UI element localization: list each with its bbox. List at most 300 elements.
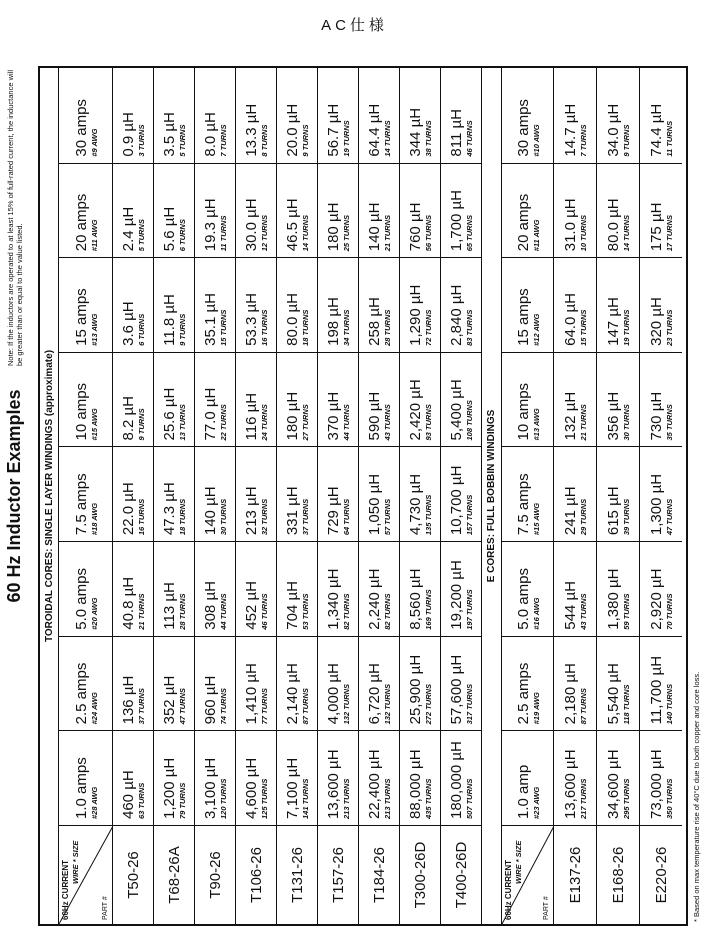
inductance-value: 180 µH (325, 202, 342, 252)
inductance-value: 14.7 µH (562, 103, 579, 157)
inductance-value: 175 µH (648, 202, 665, 252)
part-number: E137-26 (566, 846, 584, 904)
inductance-cell (277, 164, 317, 259)
turns-count: 83 TURNS (465, 309, 474, 346)
wire-gauge: #13 AWG (89, 313, 99, 346)
turns-count: 82 TURNS (342, 593, 351, 630)
column-header-cell (59, 542, 112, 637)
inductance-value: 74.4 µH (648, 103, 665, 157)
wire-gauge: #13 AWG (531, 408, 541, 441)
inductance-value: 615 µH (605, 486, 622, 536)
wire-gauge: #11 AWG (531, 219, 541, 252)
inductance-value: 88,000 µH (407, 749, 424, 819)
corner-header-cell (502, 826, 553, 924)
inductance-value: 2,240 µH (366, 568, 383, 630)
turns-count: 74 TURNS (219, 688, 228, 725)
inductance-cell (113, 164, 153, 259)
current-rating: 10 amps (72, 382, 90, 441)
inductance-cell (640, 69, 682, 164)
inductance-cell (277, 731, 317, 826)
turns-count: 507 TURNS (465, 778, 474, 819)
current-rating: 5.0 amps (72, 568, 90, 630)
turns-count: 39 TURNS (622, 498, 631, 536)
inductance-value: 140 µH (366, 202, 383, 252)
current-rating: 5.0 amps (514, 568, 532, 630)
turns-count: 93 TURNS (424, 404, 433, 441)
inductance-value: 25,900 µH (407, 654, 424, 725)
turns-count: 77 TURNS (260, 688, 269, 725)
inductance-cell (277, 353, 317, 448)
column-header-cell (59, 258, 112, 353)
turns-count: 21 TURNS (383, 214, 392, 252)
inductance-value: 77.0 µH (202, 387, 219, 441)
column-header-cell (502, 731, 553, 826)
wire-gauge: #12 AWG (531, 313, 541, 346)
part-number: T68-26A (165, 846, 183, 904)
turns-count: 65 TURNS (465, 214, 474, 252)
turns-count: 169 TURNS (424, 589, 433, 630)
inductance-cell (597, 258, 639, 353)
wire-gauge: #15 AWG (89, 408, 99, 441)
inductance-cell (236, 542, 276, 637)
inductance-cell (554, 164, 596, 259)
turns-count: 19 TURNS (622, 309, 631, 346)
inductance-cell (236, 164, 276, 259)
inductance-cell (236, 448, 276, 543)
inductance-cell (554, 353, 596, 448)
inductance-cell (113, 542, 153, 637)
turns-count: 46 TURNS (465, 120, 474, 157)
inductance-value: 2.4 µH (120, 206, 137, 252)
inductance-value: 53.3 µH (243, 293, 260, 346)
current-rating: 1.0 amps (72, 757, 90, 819)
inductance-cell (400, 637, 440, 732)
current-rating: 2.5 amps (72, 662, 90, 725)
inductance-cell (113, 353, 153, 448)
inductance-cell (195, 353, 235, 448)
column-header-cell (59, 353, 112, 448)
inductance-value: 25.6 µH (161, 387, 178, 441)
inductance-value: 57,600 µH (448, 654, 465, 725)
turns-count: 125 TURNS (260, 778, 269, 819)
inductance-cell (154, 353, 194, 448)
inductance-cell (400, 542, 440, 637)
wire-gauge: #11 AWG (89, 219, 99, 252)
wire-gauge: #23 AWG (531, 786, 541, 819)
section-title: E CORES: FULL BOBBIN WINDINGS (481, 68, 501, 924)
turns-count: 213 TURNS (342, 778, 351, 819)
current-rating: 30 amps (514, 99, 532, 157)
inductance-value: 3.6 µH (120, 301, 137, 346)
inductance-cell (554, 637, 596, 732)
inductance-value: 20.0 µH (284, 103, 301, 157)
column-header-cell (502, 258, 553, 353)
turns-count: 132 TURNS (342, 683, 351, 725)
inductance-value: 331 µH (284, 486, 301, 536)
inductance-value: 2,920 µH (648, 568, 665, 630)
wire-gauge: #19 AWG (531, 692, 541, 725)
wire-gauge: #20 AWG (89, 597, 99, 630)
inductance-value: 46.5 µH (284, 198, 301, 252)
current-rating: 15 amps (72, 288, 90, 346)
corner-wire-label: WIRE * SIZE (514, 840, 523, 884)
inductance-value: 5.6 µH (161, 206, 178, 252)
inductance-cell (597, 353, 639, 448)
inductance-value: 1,410 µH (243, 663, 260, 725)
turns-count: 217 TURNS (579, 778, 588, 819)
inductance-value: 31.0 µH (562, 198, 579, 252)
column-header-cell (502, 448, 553, 543)
inductance-cell (277, 448, 317, 543)
inductance-value: 760 µH (407, 202, 424, 252)
inductance-cell (554, 69, 596, 164)
inductance-cell (195, 69, 235, 164)
inductance-value: 320 µH (648, 297, 665, 346)
inductance-cell (277, 69, 317, 164)
section-title: TOROIDAL CORES: SINGLE LAYER WINDINGS (approximate) (43, 349, 55, 643)
inductance-value: 4,730 µH (407, 473, 424, 536)
current-rating: 30 amps (72, 99, 90, 157)
inductance-cell (400, 353, 440, 448)
inductance-value: 1,050 µH (366, 473, 383, 536)
corner-wire-label: WIRE * SIZE (71, 840, 80, 884)
inductance-cell (441, 258, 481, 353)
table-row (440, 68, 481, 924)
inductance-value: 1,290 µH (407, 284, 424, 346)
turns-count: 87 TURNS (579, 688, 588, 725)
inductance-value: 10,700 µH (448, 465, 465, 536)
turns-count: 16 TURNS (260, 309, 269, 346)
turns-count: 132 TURNS (383, 683, 392, 725)
rotated-table-page (0, 66, 709, 926)
inductance-value: 140 µH (202, 486, 219, 536)
turns-count: 34 TURNS (342, 309, 351, 346)
inductance-value: 64.0 µH (562, 293, 579, 346)
table-row (235, 68, 276, 924)
column-header-row (58, 68, 112, 924)
table-row (553, 68, 596, 924)
inductance-value: 8.0 µH (202, 112, 219, 157)
inductance-cell (640, 637, 682, 732)
turns-count: 82 TURNS (383, 593, 392, 630)
turns-count: 5 TURNS (178, 124, 187, 157)
turns-count: 44 TURNS (219, 593, 228, 630)
corner-part-label: PART # (102, 896, 109, 920)
inductance-cell (154, 448, 194, 543)
inductance-value: 2,840 µH (448, 284, 465, 346)
turns-count: 18 TURNS (178, 498, 187, 536)
inductance-value: 34,600 µH (605, 749, 622, 819)
turns-count: 56 TURNS (424, 214, 433, 252)
inductance-value: 64.4 µH (366, 103, 383, 157)
inductance-value: 3.5 µH (161, 112, 178, 157)
turns-count: 7 TURNS (219, 124, 228, 157)
inductance-cell (318, 353, 358, 448)
inductance-value: 13,600 µH (562, 749, 579, 819)
inductance-cell (400, 448, 440, 543)
turns-count: 3 TURNS (137, 124, 146, 157)
table-row (112, 68, 153, 924)
inductance-cell (154, 164, 194, 259)
column-header-cell (59, 164, 112, 259)
current-rating: 15 amps (514, 288, 532, 346)
inductance-value: 213 µH (243, 486, 260, 536)
inductance-cell (359, 448, 399, 543)
inductance-value: 0.9 µH (120, 112, 137, 157)
turns-count: 18 TURNS (301, 309, 310, 346)
inductance-cell (640, 353, 682, 448)
turns-count: 35 TURNS (665, 404, 674, 441)
inductance-value: 147 µH (605, 297, 622, 346)
inductance-cell (113, 69, 153, 164)
inductance-cell (195, 448, 235, 543)
wire-gauge: #28 AWG (89, 786, 99, 819)
inductance-value: 56.7 µH (325, 103, 342, 157)
corner-part-label: PART # (543, 896, 550, 920)
inductance-cell (113, 637, 153, 732)
column-header-cell (502, 69, 553, 164)
column-header-cell (502, 637, 553, 732)
inductance-cell (236, 69, 276, 164)
inductance-value: 5,540 µH (605, 663, 622, 725)
inductance-value: 1,340 µH (325, 568, 342, 630)
inductance-value: 40.8 µH (120, 576, 137, 630)
part-number: T131-26 (288, 847, 306, 903)
inductance-cell (400, 731, 440, 826)
turns-count: 37 TURNS (137, 688, 146, 725)
table-row (276, 68, 317, 924)
footnote-text: * Based on max temperature rise of 40°C due to both copper and core loss. (692, 671, 701, 922)
turns-count: 141 TURNS (301, 778, 310, 819)
inductance-value: 19,200 µH (448, 560, 465, 630)
inductance-cell (318, 258, 358, 353)
inductance-cell (195, 164, 235, 259)
inductance-value: 3,100 µH (202, 757, 219, 819)
inductance-cell (154, 542, 194, 637)
inductance-cell (359, 542, 399, 637)
inductance-cell (359, 258, 399, 353)
inductance-cell (441, 542, 481, 637)
inductance-cell (640, 258, 682, 353)
inductance-cell (640, 164, 682, 259)
column-header-cell (502, 542, 553, 637)
turns-count: 72 TURNS (424, 309, 433, 346)
page-header-label: AC仕様 (321, 17, 388, 34)
wire-gauge: #10 AWG (531, 124, 541, 157)
turns-count: 435 TURNS (424, 778, 433, 819)
turns-count: 6 TURNS (137, 313, 146, 346)
inductance-value: 13.3 µH (243, 103, 260, 157)
current-rating: 2.5 amps (514, 662, 532, 725)
table-row (153, 68, 194, 924)
turns-count: 9 TURNS (622, 124, 631, 157)
inductance-cell (441, 353, 481, 448)
table-row (596, 68, 639, 924)
turns-count: 317 TURNS (465, 683, 474, 725)
inductance-cell (554, 542, 596, 637)
turns-count: 47 TURNS (665, 498, 674, 536)
corner-current-label: 60Hz CURRENT (61, 859, 70, 920)
inductance-cell (554, 731, 596, 826)
inductance-value: 30.0 µH (243, 198, 260, 252)
turns-count: 23 TURNS (665, 309, 674, 346)
inductance-value: 1,300 µH (648, 473, 665, 536)
turns-count: 5 TURNS (137, 219, 146, 252)
inductance-cell (318, 164, 358, 259)
part-number: E220-26 (652, 846, 670, 904)
inductance-value: 308 µH (202, 581, 219, 630)
inductance-cell (113, 258, 153, 353)
turns-count: 63 TURNS (137, 782, 146, 819)
inductance-value: 4,000 µH (325, 663, 342, 725)
inductance-value: 11.8 µH (161, 294, 178, 346)
turns-count: 10 TURNS (579, 214, 588, 252)
inductance-value: 180 µH (284, 391, 301, 441)
wire-gauge: #16 AWG (531, 597, 541, 630)
inductance-cell (154, 637, 194, 732)
inductance-value: 13,600 µH (325, 749, 342, 819)
inductance-value: 8,560 µH (407, 568, 424, 630)
corner-current-label: 60Hz CURRENT (504, 859, 513, 920)
inductance-value: 2,420 µH (407, 379, 424, 441)
part-number: T300-26D (411, 841, 429, 909)
inductance-value: 73,000 µH (648, 749, 665, 819)
turns-count: 59 TURNS (622, 593, 631, 630)
turns-count: 29 TURNS (579, 498, 588, 536)
inductance-cell (113, 448, 153, 543)
turns-count: 350 TURNS (665, 778, 674, 819)
column-header-row (501, 68, 553, 924)
turns-count: 11 TURNS (219, 215, 228, 252)
inductance-value: 960 µH (202, 675, 219, 725)
inductance-value: 258 µH (366, 297, 383, 346)
inductance-value: 7,100 µH (284, 757, 301, 819)
inductance-cell (640, 731, 682, 826)
inductance-cell (597, 637, 639, 732)
column-header-cell (59, 731, 112, 826)
inductance-value: 352 µH (161, 675, 178, 725)
part-number: T50-26 (124, 851, 142, 899)
inductance-cell (640, 542, 682, 637)
inductance-value: 22.0 µH (120, 482, 137, 536)
turns-count: 25 TURNS (342, 214, 351, 252)
turns-count: 79 TURNS (178, 782, 187, 819)
turns-count: 11 TURNS (665, 120, 674, 157)
inductance-cell (359, 69, 399, 164)
turns-count: 21 TURNS (137, 593, 146, 630)
part-number: T400-26D (452, 841, 470, 909)
inductance-cell (277, 542, 317, 637)
inductance-cell (318, 731, 358, 826)
inductance-cell (154, 731, 194, 826)
turns-count: 197 TURNS (465, 589, 474, 630)
inductance-value: 460 µH (120, 770, 137, 819)
inductance-value: 80.0 µH (605, 198, 622, 252)
inductance-cell (597, 542, 639, 637)
inductance-cell (597, 69, 639, 164)
inductance-cell (195, 258, 235, 353)
inductance-value: 544 µH (562, 581, 579, 630)
inductance-cell (597, 448, 639, 543)
inductance-value: 22,400 µH (366, 749, 383, 819)
wire-gauge: #9 AWG (89, 128, 99, 157)
inductance-value: 2,180 µH (562, 663, 579, 725)
inductance-cell (154, 258, 194, 353)
inductance-cell (597, 731, 639, 826)
table-row (639, 68, 682, 924)
inductance-value: 811 µH (448, 109, 465, 157)
inductance-value: 1,380 µH (605, 568, 622, 630)
turns-count: 135 TURNS (424, 494, 433, 536)
table-row (358, 68, 399, 924)
inductance-cell (441, 448, 481, 543)
note-text: Note: If the inductors are operated to at least 15% of full-rated current, the inductance will be greater than or equal to the value listed. (6, 70, 24, 366)
inductance-value: 80.0 µH (284, 293, 301, 346)
turns-count: 28 TURNS (383, 309, 392, 346)
column-header-cell (59, 448, 112, 543)
inductance-cell (441, 69, 481, 164)
table-row (194, 68, 235, 924)
inductance-value: 1,200 µH (161, 757, 178, 819)
inductance-cell (154, 69, 194, 164)
inductance-value: 47.3 µH (161, 482, 178, 536)
inductor-table (38, 66, 688, 926)
inductance-value: 590 µH (366, 391, 383, 441)
turns-count: 47 TURNS (178, 688, 187, 725)
inductance-value: 241 µH (562, 486, 579, 536)
column-header-cell (59, 69, 112, 164)
inductance-cell (236, 353, 276, 448)
turns-count: 24 TURNS (260, 404, 269, 441)
column-header-cell (502, 353, 553, 448)
inductance-value: 35.1 µH (202, 293, 219, 346)
turns-count: 37 TURNS (301, 498, 310, 536)
column-header-cell (59, 637, 112, 732)
turns-count: 6 TURNS (178, 219, 187, 252)
inductance-cell (359, 637, 399, 732)
inductance-cell (195, 637, 235, 732)
turns-count: 17 TURNS (665, 214, 674, 252)
inductance-cell (359, 731, 399, 826)
inductance-cell (640, 448, 682, 543)
inductance-value: 1,700 µH (448, 190, 465, 252)
turns-count: 108 TURNS (465, 400, 474, 441)
inductance-value: 113 µH (161, 582, 178, 630)
inductance-value: 8.2 µH (120, 396, 137, 441)
inductance-cell (318, 448, 358, 543)
turns-count: 64 TURNS (342, 498, 351, 536)
turns-count: 14 TURNS (622, 214, 631, 252)
inductance-value: 132 µH (562, 391, 579, 441)
inductance-cell (441, 637, 481, 732)
inductance-cell (554, 448, 596, 543)
table-row (317, 68, 358, 924)
inductance-cell (277, 258, 317, 353)
inductance-cell (441, 731, 481, 826)
inductance-value: 19.3 µH (202, 198, 219, 252)
inductance-value: 729 µH (325, 486, 342, 536)
turns-count: 140 TURNS (665, 683, 674, 725)
turns-count: 15 TURNS (579, 309, 588, 346)
turns-count: 157 TURNS (465, 494, 474, 536)
turns-count: 19 TURNS (342, 120, 351, 157)
inductance-cell (195, 542, 235, 637)
turns-count: 27 TURNS (301, 404, 310, 441)
turns-count: 16 TURNS (137, 498, 146, 536)
corner-header-cell (59, 826, 112, 924)
inductance-cell (597, 164, 639, 259)
turns-count: 30 TURNS (622, 404, 631, 441)
